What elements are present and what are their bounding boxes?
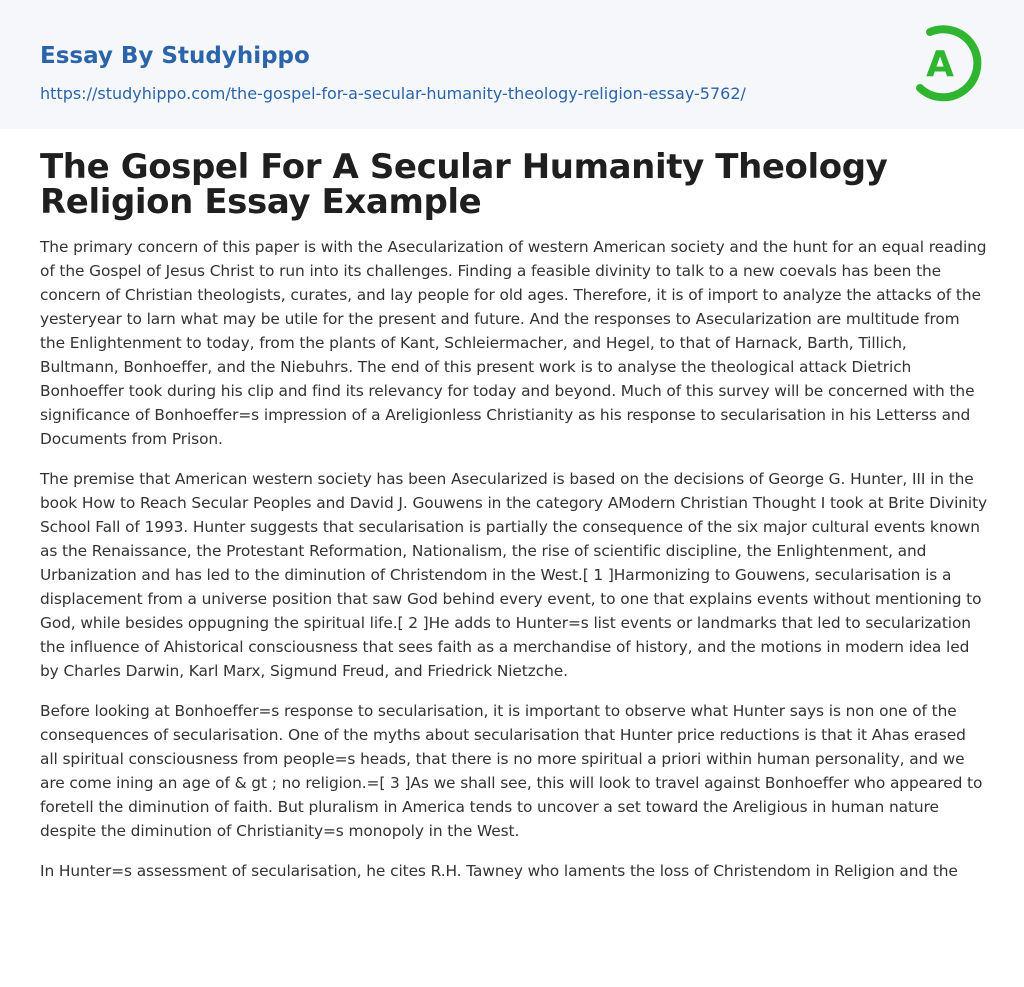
site-header: [0, 0, 1024, 129]
logo-ring-icon: [912, 18, 986, 106]
paragraph: The primary concern of this paper is with the Asecularization of western American society and the hunt for an equal reading of the Gospel of Jesus Christ to run into its challenges. Finding a feasible divinity to talk to a new coevals has been the concern of Christian theologists, curates, and lay people for old ages. Therefore, it is of import to analyze the attacks of the yesteryear to larn what may be utile for the present and future. And the responses to Asecularization are multitude from the Enlightenment to today, from the plants of Kant, Schleiermacher, and Hegel, to that of Harnack, Barth, Tillich, Bultmann, Bonhoeffer, and the Niebuhrs. The end of this present work is to analyse the theological attack Dietrich Bonhoeffer took during his clip and find its relevancy for today and beyond. Much of this survey will be concerned with the significance of Bonhoeffer=s impression of a Areligionless Christianity as his response to secularisation in his Letterss and Documents from Prison.: [40, 238, 987, 448]
paragraph: The premise that American western society has been Asecularized is based on the decisions of George G. Hunter, III in the book How to Reach Secular Peoples and David J. Gouwens in the category AModern Christian Thought I took at Brite Divinity School Fall of 1993. Hunter suggests that secularisation is partially the consequence of the six major cultural events known as the Renaissance, the Protestant Reformation, Nationalism, the rise of scientific discipline, the Enlightenment, and Urbanization and has led to the diminution of Christendom in the West.[ 1 ]Harmonizing to Gouwens, secularisation is a displacement from a universe position that saw God behind every event, to one that explains events without mentioning to God, while besides oppugning the spiritual life.[ 2 ]He adds to Hunter=s list events or landmarks that led to secularization the influence of Ahistorical consciousness that sees faith as a merchandise of history, and the motions in modern idea led by Charles Darwin, Karl Marx, Sigmund Freud, and Friedrick Nietzche.: [40, 470, 988, 680]
studyhippo-logo-icon[interactable]: [912, 18, 986, 106]
article-url-link[interactable]: https://studyhippo.com/the-gospel-for-a-secular-humanity-theology-religion-essay-5762/: [40, 84, 746, 103]
logo-letter: A: [926, 44, 954, 85]
brand-title[interactable]: Essay By Studyhippo: [40, 43, 310, 69]
paragraph: In Hunter=s assessment of secularisation, he cites R.H. Tawney who laments the loss of Christendom in Religion and the: [40, 862, 958, 880]
paragraph: Before looking at Bonhoeffer=s response to secularisation, it is important to observe what Hunter says is non one of the consequences of secularisation. One of the myths about secularisation that Hunter price reductions is that it Ahas erased all spiritual consciousness from people=s heads, that there is no more spiritual a priori within human personality, and we are come ining an age of & gt ; no religion.=[ 3 ]As we shall see, this will look to travel against Bonhoeffer who appeared to foretell the diminution of faith. But pluralism in America tends to uncover a set toward the Areligious in human nature despite the diminution of Christianity=s monopoly in the West.: [40, 702, 983, 840]
article-body: [40, 235, 988, 899]
page-title: The Gospel For A Secular Humanity Theology Religion Essay Example: [40, 147, 888, 222]
